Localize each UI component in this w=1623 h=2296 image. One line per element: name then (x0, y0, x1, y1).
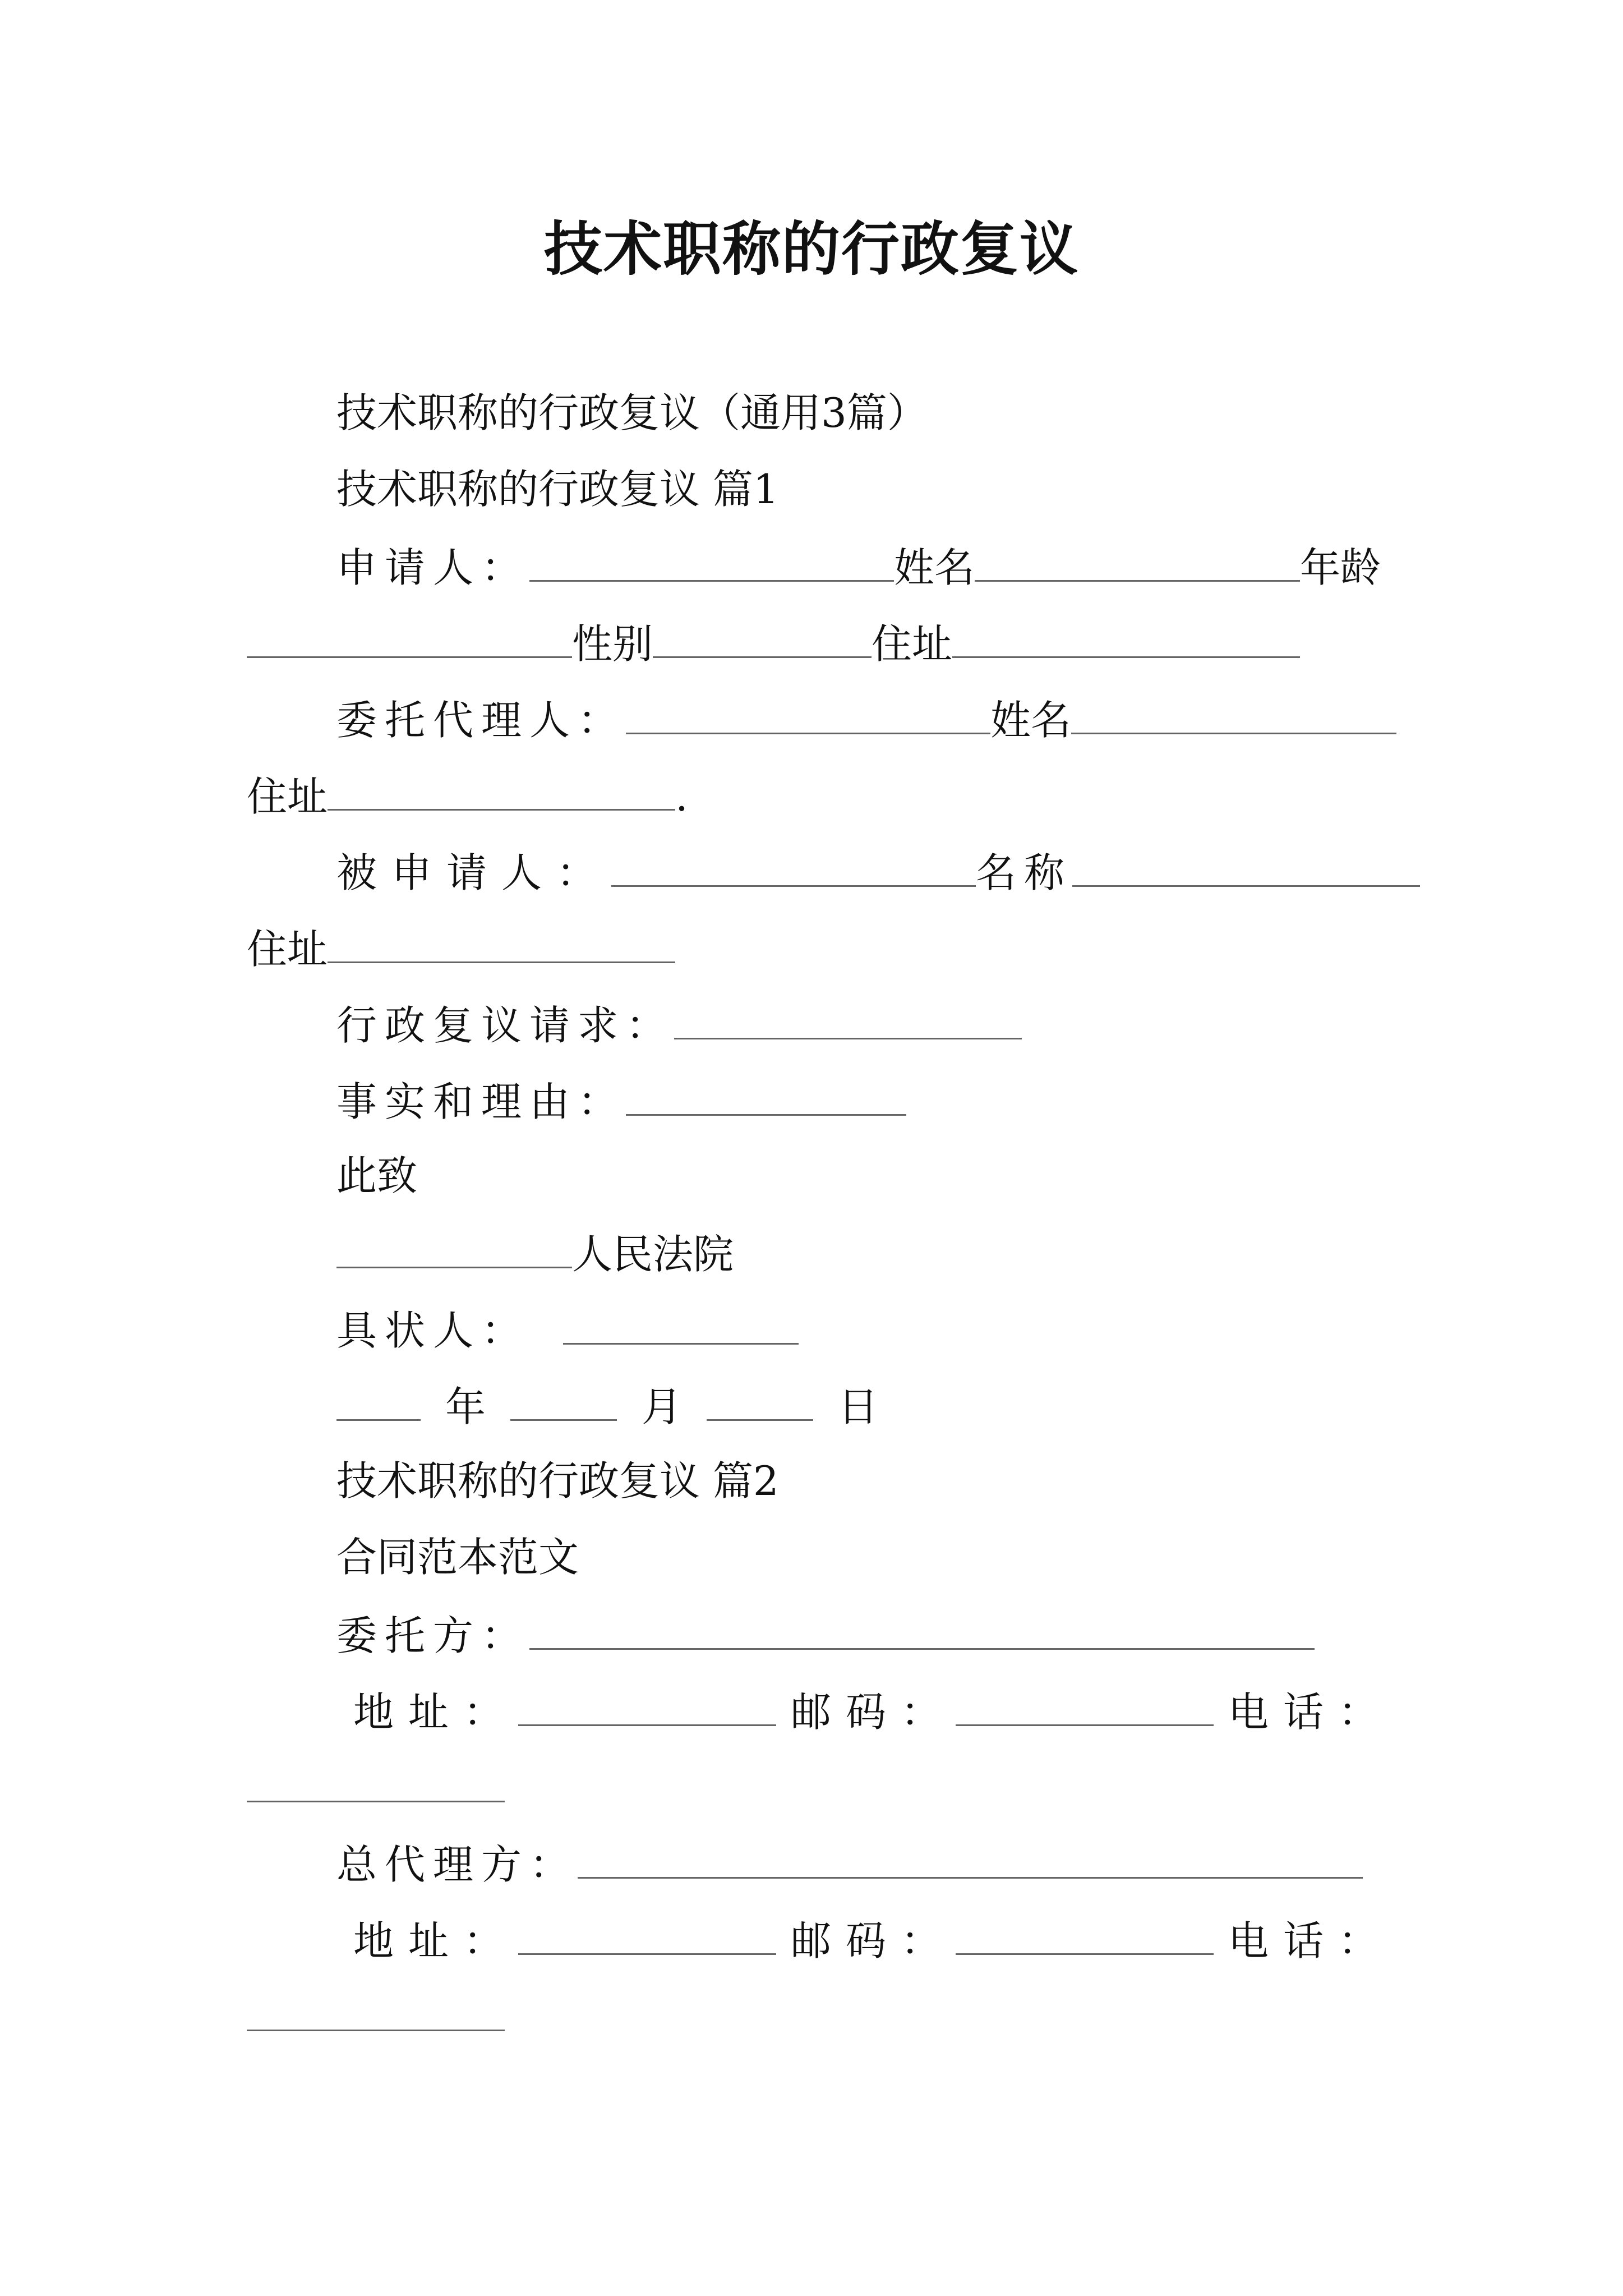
applicant-address-blank[interactable] (952, 622, 1300, 658)
section1-heading: 技术职称的行政复议 篇1 (336, 466, 779, 513)
document-title: 技术职称的行政复议 (543, 214, 1079, 283)
court-label: 人民法院 (572, 1231, 734, 1278)
principal-label: 委托方： (336, 1612, 530, 1659)
principal-postcode-label: 邮码： (791, 1688, 956, 1736)
signer-blank[interactable] (563, 1308, 799, 1345)
agent-line (336, 697, 1396, 744)
respondent-address-blank[interactable] (328, 927, 675, 963)
general-agent-contact-line (353, 1917, 1394, 1964)
year-label: 年 (445, 1383, 486, 1430)
respondent-name-blank[interactable] (1072, 850, 1420, 887)
principal-line (336, 1612, 1315, 1659)
respondent-blank[interactable] (611, 850, 976, 887)
general-agent-line (336, 1841, 1363, 1888)
court-blank[interactable] (336, 1232, 572, 1268)
respondent-label: 被申请人： (336, 849, 612, 896)
request-blank[interactable] (674, 1003, 1022, 1039)
principal-phone-line (247, 1766, 505, 1809)
agent-name-label: 姓名 (990, 697, 1072, 744)
court-line (336, 1231, 734, 1278)
signer-line (336, 1307, 799, 1354)
request-label: 行政复议请求： (336, 1002, 675, 1049)
applicant-line (336, 544, 1381, 591)
respondent-name-label: 名称 (976, 849, 1073, 896)
date-line (336, 1383, 879, 1430)
signer-label: 具状人： (336, 1307, 530, 1354)
day-label: 日 (838, 1383, 879, 1430)
principal-postcode-blank[interactable] (956, 1690, 1214, 1726)
intro-line: 技术职称的行政复议（通用3篇） (336, 389, 928, 436)
facts-line (336, 1078, 906, 1125)
respondent-address-label: 住址 (247, 926, 328, 973)
salutation: 此致 (336, 1152, 418, 1199)
principal-contact-line (353, 1688, 1394, 1736)
agent-label: 委托代理人： (336, 697, 626, 744)
agent-blank[interactable] (626, 698, 990, 734)
general-agent-phone-label: 电话： (1228, 1917, 1394, 1964)
facts-label: 事实和理由： (336, 1078, 626, 1125)
general-agent-phone-line (247, 1995, 505, 2037)
applicant-name-label: 姓名 (894, 544, 975, 591)
year-blank[interactable] (336, 1384, 421, 1421)
general-agent-address-label: 地址： (353, 1917, 519, 1964)
applicant-gender-blank[interactable] (653, 622, 872, 658)
general-agent-blank[interactable] (578, 1842, 1363, 1879)
applicant-label: 申请人： (336, 544, 530, 591)
respondent-line (336, 849, 1420, 896)
principal-phone-blank[interactable] (247, 1766, 505, 1802)
applicant-name-blank[interactable] (975, 545, 1300, 582)
agent-name-blank[interactable] (1071, 698, 1396, 734)
principal-phone-label: 电话： (1228, 1688, 1394, 1736)
applicant-line-2 (247, 620, 1300, 668)
principal-address-blank[interactable] (518, 1690, 776, 1726)
facts-blank[interactable] (626, 1079, 906, 1116)
agent-line-2 (247, 773, 688, 820)
general-agent-phone-blank[interactable] (247, 1995, 505, 2031)
day-blank[interactable] (707, 1384, 813, 1421)
general-agent-address-blank[interactable] (518, 1918, 776, 1955)
section2-heading: 技术职称的行政复议 篇2 (336, 1457, 779, 1504)
agent-end-mark: . (675, 773, 688, 820)
applicant-blank[interactable] (529, 545, 894, 582)
general-agent-postcode-blank[interactable] (956, 1918, 1214, 1955)
principal-blank[interactable] (529, 1613, 1315, 1650)
agent-address-blank[interactable] (328, 774, 675, 811)
general-agent-label: 总代理方： (336, 1841, 578, 1888)
principal-address-label: 地址： (353, 1688, 519, 1736)
applicant-age-blank[interactable] (247, 622, 572, 658)
month-label: 月 (642, 1383, 683, 1430)
month-blank[interactable] (510, 1384, 617, 1421)
general-agent-postcode-label: 邮码： (791, 1917, 956, 1964)
applicant-age-label: 年龄 (1300, 544, 1381, 591)
applicant-gender-label: 性别 (572, 620, 653, 668)
agent-address-label: 住址 (247, 773, 328, 820)
request-line (336, 1002, 1022, 1049)
respondent-line-2 (247, 926, 675, 973)
applicant-address-label: 住址 (872, 620, 953, 668)
section2-subtitle: 合同范本范文 (336, 1534, 579, 1581)
